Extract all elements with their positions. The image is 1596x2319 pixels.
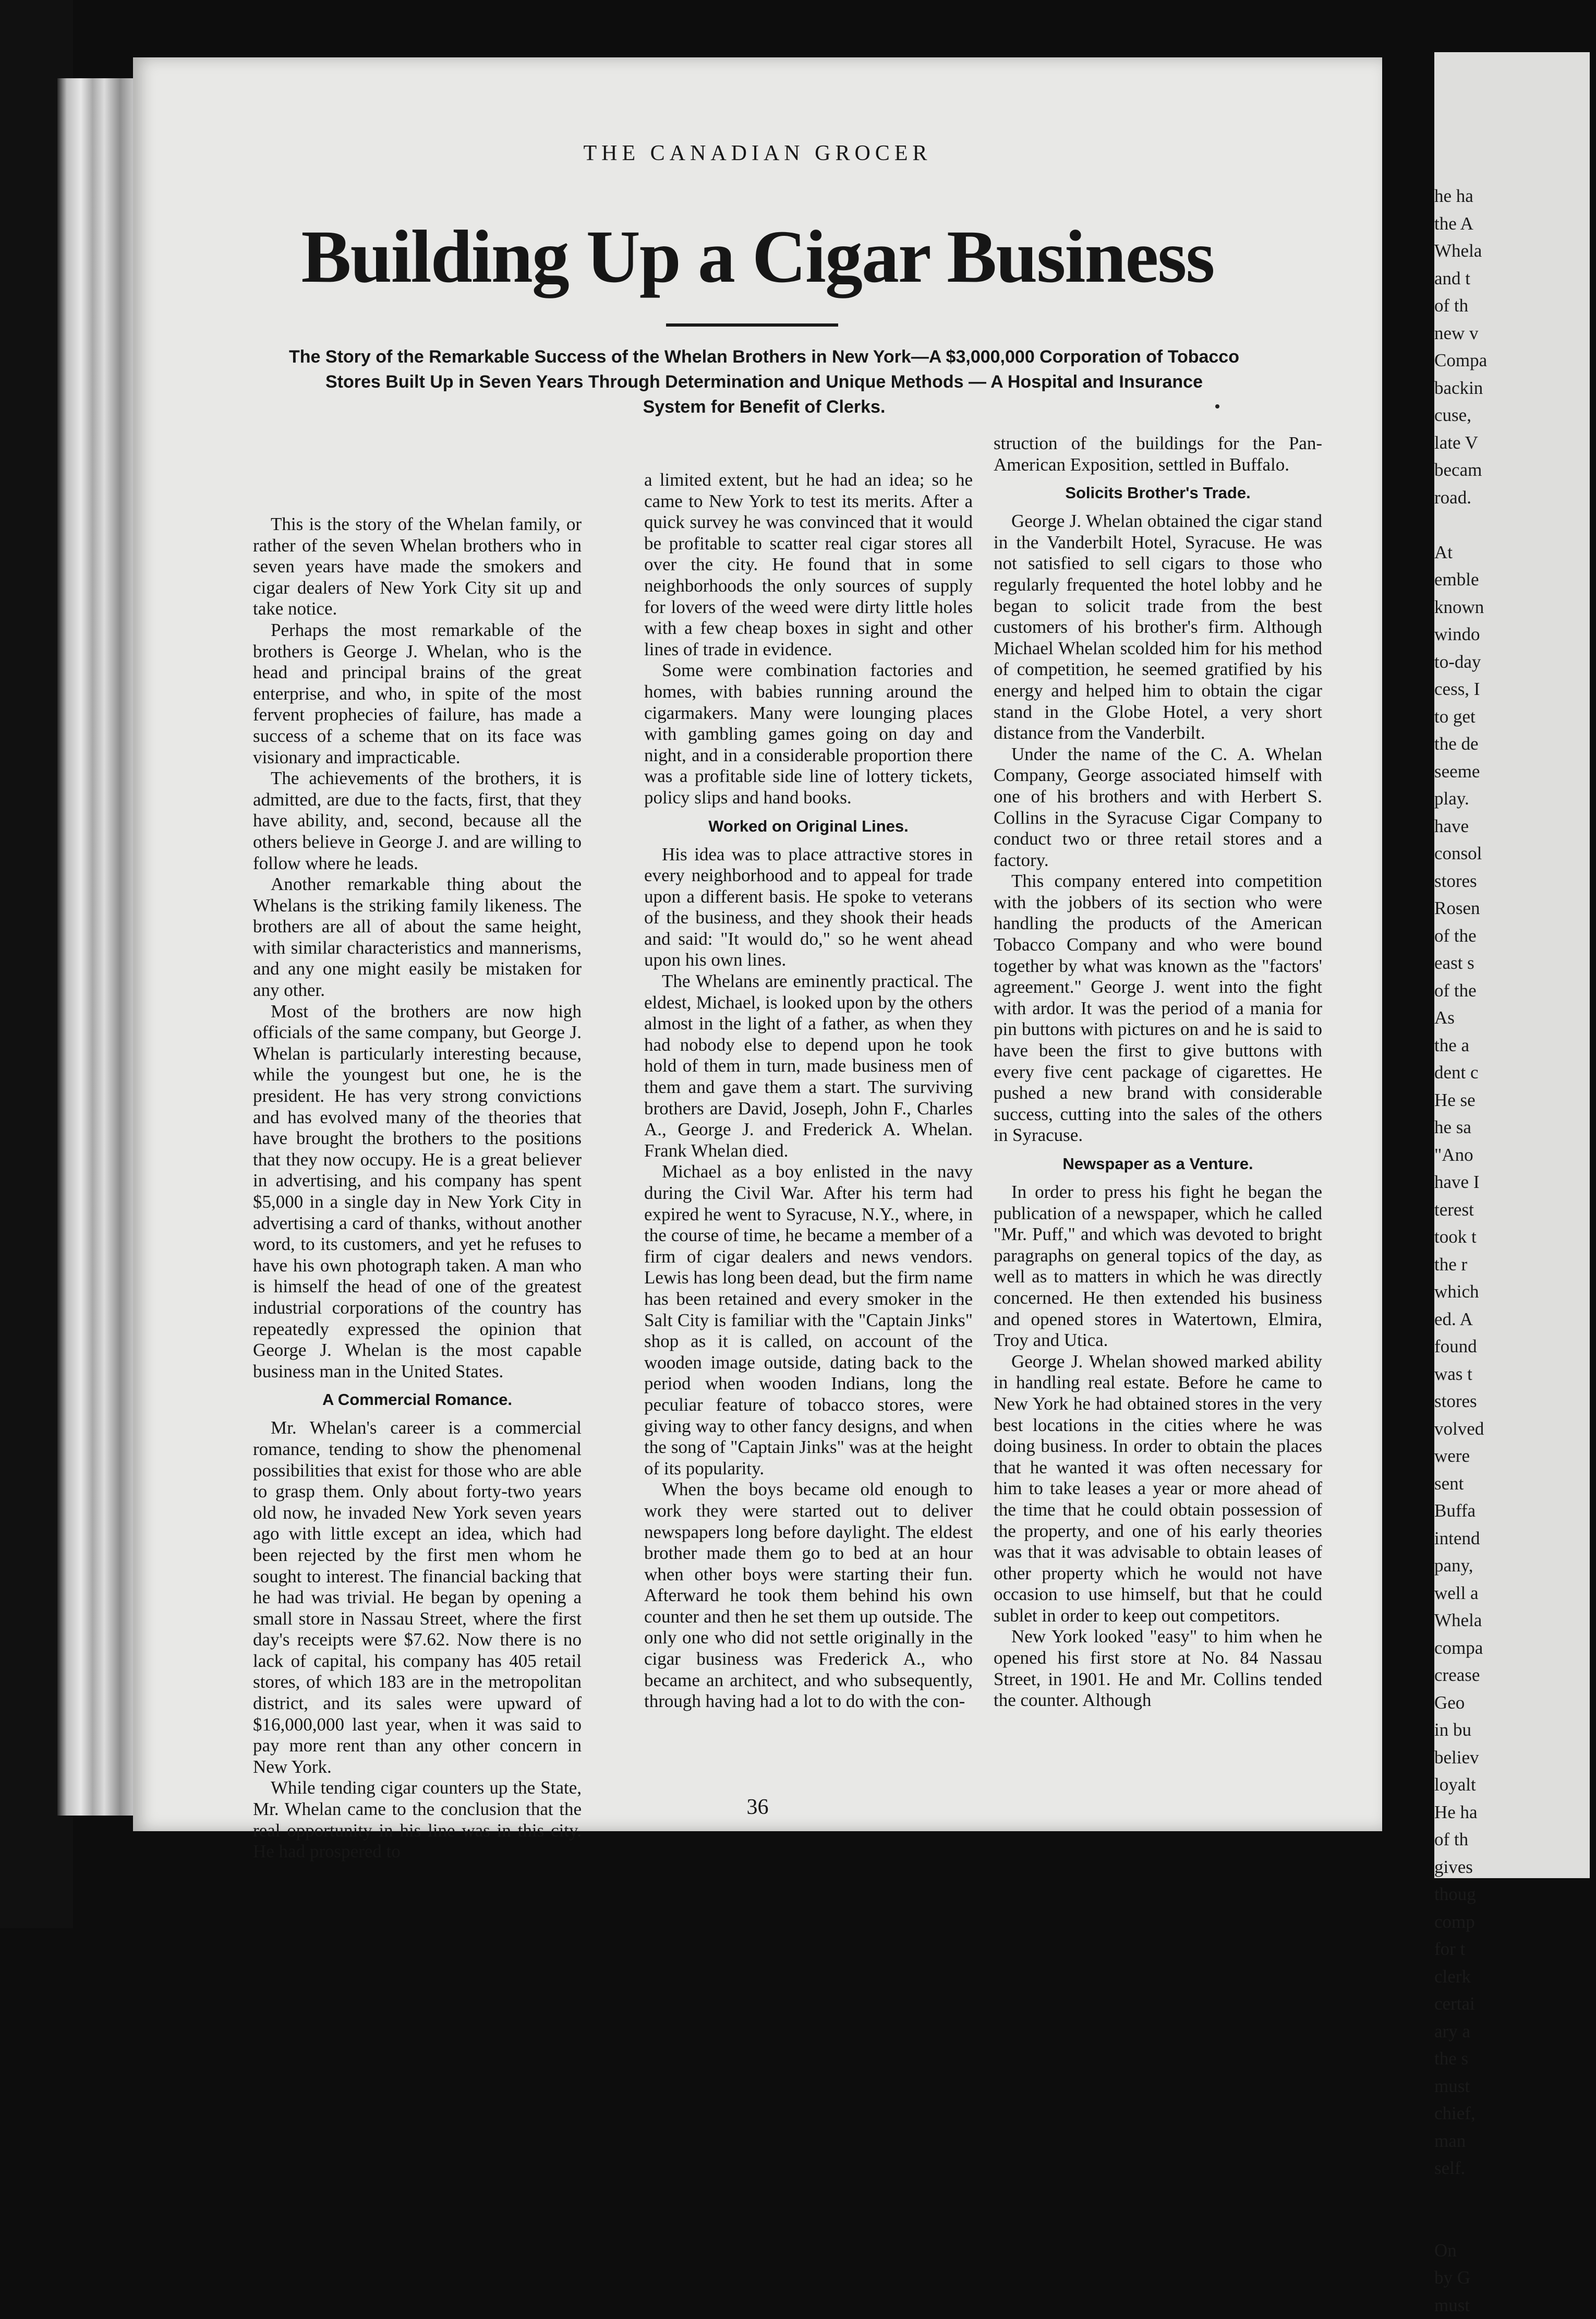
facing-page-line: known <box>1429 594 1596 621</box>
facing-page-line: well a <box>1429 1580 1596 1607</box>
facing-page-line: of the <box>1429 922 1596 950</box>
facing-page-line: Compa <box>1429 347 1596 375</box>
facing-page-line: was t <box>1429 1361 1596 1388</box>
facing-page-line: and t <box>1429 265 1596 293</box>
facing-page-line: believ <box>1429 1744 1596 1772</box>
facing-page-line: of th <box>1429 292 1596 320</box>
facing-page-line: in bu <box>1429 1716 1596 1744</box>
column-2 <box>644 470 973 1712</box>
facing-page-line: man <box>1429 2128 1596 2155</box>
facing-page-line: of th <box>1429 1826 1596 1854</box>
facing-page-line: ed. A <box>1429 1306 1596 1333</box>
facing-page-line: self. <box>1429 2155 1596 2182</box>
paragraph: Some were combination factories and homes, with babies running around the cigarmakers. Many were lounging places with gambling games going on day and night, and in a considerable proportion there was a profitable side line of lottery tickets, policy slips and hand books. <box>644 660 973 808</box>
subheading: Solicits Brother's Trade. <box>994 483 1322 503</box>
facing-page-line <box>1429 2182 1596 2210</box>
facing-page-line: terest <box>1429 1196 1596 1224</box>
facing-page-line: must <box>1429 2292 1596 2319</box>
facing-page-line: took t <box>1429 1223 1596 1251</box>
facing-page-line: Whela <box>1429 237 1596 265</box>
page-number: 36 <box>133 1795 1382 1820</box>
paragraph: In order to press his fight he began the publication of a newspaper, which he called "Mr. Puff," and which was devoted to bright paragraphs on general topics of the day, as well as to matters in which he was directly concerned. He then extended his business and opened stores in Watertown, Elmira, Troy and Utica. <box>994 1182 1322 1351</box>
column-3 <box>994 433 1322 1711</box>
facing-page-line: clerk <box>1429 1963 1596 1991</box>
paragraph: Another remarkable thing about the Whelans is the striking family likeness. The brothers are all of about the same height, with similar characteristics and mannerisms, and any one might easily be mistaken for any other. <box>253 874 582 1001</box>
facing-page-line: seeme <box>1429 758 1596 786</box>
facing-page-line: ary a <box>1429 2018 1596 2046</box>
facing-page-line: thoug <box>1429 1881 1596 1908</box>
facing-page-line: sent <box>1429 1470 1596 1498</box>
facing-page-line: to-day <box>1429 648 1596 676</box>
article-title: Building Up a Cigar Business <box>133 214 1382 300</box>
paragraph: Perhaps the most remarkable of the brothers is George J. Whelan, who is the head and principal brains of the great enterprise, and who, in spite of the most fervent prophecies of failure, has made a success of a scheme that on its face was visionary and impracticable. <box>253 620 582 768</box>
facing-page-line: consol <box>1429 840 1596 868</box>
facing-page-line: of the <box>1429 977 1596 1005</box>
facing-page-line: He se <box>1429 1087 1596 1114</box>
paragraph: When the boys became old enough to work they were started out to deliver newspapers long before daylight. The eldest brother made them go to bed at an hour when other boys were starting their fun. Afterward he took them behind his own counter and then he set them up outside. The only one who did not settle originally in the cigar business was Frederick A., who became an architect, and who subsequently, through having had a lot to do with the con- <box>644 1479 973 1712</box>
paragraph: struction of the buildings for the Pan-American Exposition, settled in Buffalo. <box>994 433 1322 475</box>
facing-page-line: certai <box>1429 1990 1596 2018</box>
facing-page-line: volved <box>1429 1415 1596 1443</box>
paragraph: New York looked "easy" to him when he opened his first store at No. 84 Nassau Street, in 1901. He and Mr. Collins tended the counter. Although <box>994 1626 1322 1711</box>
facing-page-line <box>1429 511 1596 539</box>
facing-page-line: becam <box>1429 456 1596 484</box>
paragraph: George J. Whelan showed marked ability in handling real estate. Before he came to New York he had obtained stores in the very best locations in the cities where he was doing business. In order to obtain the places that he wanted it was often necessary for him to take leases a year or more ahead of the time that he could obtain possession of the property, and one of his early theories was that it was advisable to obtain leases of other property which he would not have occasion to use himself, but that he could sublet in order to keep out competitors. <box>994 1351 1322 1627</box>
facing-page-line: cuse, <box>1429 402 1596 429</box>
facing-page-line: must <box>1429 2073 1596 2100</box>
facing-page-line: for t <box>1429 1936 1596 1963</box>
page-binding-edge <box>57 78 136 1816</box>
facing-page-line: As <box>1429 1004 1596 1032</box>
facing-page-line: pany, <box>1429 1552 1596 1580</box>
facing-page-line: stores <box>1429 868 1596 895</box>
facing-page-line: cess, I <box>1429 676 1596 703</box>
facing-page-line: new v <box>1429 320 1596 347</box>
facing-page-line: have I <box>1429 1169 1596 1196</box>
facing-page-line: Rosen <box>1429 895 1596 922</box>
title-rule <box>666 323 838 327</box>
deck-line: The Story of the Remarkable Success of the Whelan Brothers in New York—A $3,000,000 Corporation of Tobacco <box>206 344 1322 369</box>
facing-page-line: the a <box>1429 1032 1596 1060</box>
facing-page-line: the de <box>1429 730 1596 758</box>
facing-page-line: emble <box>1429 566 1596 594</box>
facing-page-line: "Ano <box>1429 1142 1596 1169</box>
subheading: Worked on Original Lines. <box>644 816 973 837</box>
paragraph: The achievements of the brothers, it is admitted, are due to the facts, first, that they have ability, and, second, because all the others believe in George J. and are willing to follow where he leads. <box>253 768 582 874</box>
deck-line: System for Benefit of Clerks. <box>206 394 1322 419</box>
ink-speck <box>1215 404 1219 408</box>
facing-page-line: comp <box>1429 1908 1596 1936</box>
facing-page-line: by G <box>1429 2264 1596 2292</box>
running-head: THE CANADIAN GROCER <box>133 141 1382 166</box>
facing-page-line: were <box>1429 1443 1596 1470</box>
facing-page-line: windo <box>1429 621 1596 648</box>
facing-page-line <box>1429 2209 1596 2237</box>
facing-page-line: stores <box>1429 1388 1596 1415</box>
facing-page-line: backin <box>1429 375 1596 402</box>
facing-page-line: he ha <box>1429 183 1596 210</box>
deck-line: Stores Built Up in Seven Years Through Determination and Unique Methods — A Hospital and Insurance <box>206 369 1322 394</box>
facing-page-line: Geo <box>1429 1689 1596 1717</box>
column-1 <box>253 514 582 1863</box>
paragraph: This company entered into competition with the jobbers of its section who were handling the products of the American Tobacco Company and who were bound together by what was known as the "factors' agreement." George J. went into the fight with ardor. It was the period of a mania for pin buttons with pictures on and he is said to have been the first to give buttons with every five cent package of cigarettes. He pushed a new brand with considerable success, cutting into the sales of the others in Syracuse. <box>994 871 1322 1146</box>
facing-page-line: which <box>1429 1278 1596 1306</box>
facing-page-line: compa <box>1429 1635 1596 1662</box>
facing-page-line: At <box>1429 539 1596 567</box>
facing-page-line: east s <box>1429 950 1596 977</box>
facing-page-line: loyalt <box>1429 1771 1596 1799</box>
subheading: A Commercial Romance. <box>253 1389 582 1410</box>
facing-page-fragment <box>1434 52 1590 1878</box>
paragraph: His idea was to place attractive stores in every neighborhood and to appeal for trade upon a different basis. He spoke to veterans of the business, and they shook their heads and said: "It would do," so he went ahead upon his own lines. <box>644 844 973 971</box>
facing-page-line: the A <box>1429 210 1596 238</box>
facing-page-line: chief, <box>1429 2100 1596 2128</box>
facing-page-line: On <box>1429 2237 1596 2265</box>
facing-page-line: the s <box>1429 2045 1596 2073</box>
facing-page-line: road. <box>1429 484 1596 512</box>
facing-page-line: found <box>1429 1333 1596 1361</box>
facing-page-line: he sa <box>1429 1114 1596 1142</box>
paragraph: Michael as a boy enlisted in the navy during the Civil War. After his term had expired he went to Syracuse, N.Y., where, in the course of time, he became a member of a firm of cigar dealers and news vendors. Lewis has long been dead, but the firm name has been retained and every smoker in the Salt City is familiar with the "Captain Jinks" shop as it is called, on account of the wooden image outside, dating back to the period when wooden Indians, long the peculiar feature of tobacco stores, were giving way to other fancy designs, and when the song of "Captain Jinks" was at the height of its popularity. <box>644 1161 973 1479</box>
paragraph: Under the name of the C. A. Whelan Company, George associated himself with one of his brothers and with Herbert S. Collins in the Syracuse Cigar Company to conduct two or three retail stores and a factory. <box>994 744 1322 871</box>
facing-page-line: intend <box>1429 1525 1596 1553</box>
subheading: Newspaper as a Venture. <box>994 1154 1322 1174</box>
facing-page-line: dent c <box>1429 1059 1596 1087</box>
facing-page-line: have <box>1429 813 1596 840</box>
facing-page-line: play. <box>1429 785 1596 813</box>
paragraph: Mr. Whelan's career is a commercial romance, tending to show the phenomenal possibilities that exist for those who are able to grasp them. Only about forty-two years old now, he invaded New York seven years ago with little except an idea, which had been rejected by the first men whom he sought to interest. The financial backing that he had was trivial. He began by opening a small store in Nassau Street, where the first day's receipts were $7.62. Now there is no lack of capital, his company has 405 retail stores, of which 183 are in the metropolitan district, and its sales were upward of $16,000,000 last year, when it was said to pay more rent than any other concern in New York. <box>253 1417 582 1777</box>
facing-page-line: He ha <box>1429 1799 1596 1827</box>
paragraph: George J. Whelan obtained the cigar stand in the Vanderbilt Hotel, Syracuse. He was not satisfied to sell cigars to those who regularly frequented the hotel lobby and he began to solicit trade from the best customers of his brother's firm. Although Michael Whelan scolded him for his method of competition, he seemed gratified by his energy and helped him to obtain the cigar stand in the Globe Hotel, a very short distance from the Vanderbilt. <box>994 511 1322 744</box>
facing-page-text <box>1429 183 1596 2319</box>
paragraph: This is the story of the Whelan family, or rather of the seven Whelan brothers who in seven years have made the smokers and cigar dealers of New York City sit up and take notice. <box>253 514 582 620</box>
facing-page-line: gives <box>1429 1854 1596 1881</box>
facing-page-line: Buffa <box>1429 1497 1596 1525</box>
facing-page-line: the r <box>1429 1251 1596 1279</box>
magazine-page <box>133 57 1382 1831</box>
paragraph: Most of the brothers are now high officials of the same company, but George J. Whelan is particularly interesting because, while the youngest but one, he is the president. He has very strong convictions and has evolved many of the theories that have brought the brothers to the positions that they now occupy. He is a great believer in advertising, and his company has spent $5,000 in a single day in New York City in advertising a card of thanks, without another word, to its customers, and yet he refuses to have his own photograph taken. A man who is himself the head of one of the greatest industrial corporations of the country has repeatedly expressed the opinion that George J. Whelan is the most capable business man in the United States. <box>253 1001 582 1383</box>
facing-page-line: crease <box>1429 1662 1596 1689</box>
facing-page-line: Whela <box>1429 1607 1596 1635</box>
facing-page-line: to get <box>1429 703 1596 731</box>
facing-page-line: late V <box>1429 429 1596 457</box>
article-deck <box>206 344 1322 419</box>
paragraph: a limited extent, but he had an idea; so he came to New York to test its merits. After a quick survey he was convinced that it would be profitable to scatter real cigar stores all over the city. He found that in some neighborhoods the only sources of supply for lovers of the weed were dirty little holes with a few cheap boxes in sight and other lines of trade in evidence. <box>644 470 973 660</box>
paragraph: The Whelans are eminently practical. The eldest, Michael, is looked upon by the others almost in the light of a father, as when they had nobody else to depend upon he took hold of them in turn, made business men of them and gave them a start. The surviving brothers are David, Joseph, John F., Charles A., George J. and Frederick A. Whelan. Frank Whelan died. <box>644 971 973 1161</box>
paragraph: While tending cigar counters up the State, Mr. Whelan came to the conclusion that the real opportunity in his line was in this city. He had prospered to <box>253 1777 582 1862</box>
